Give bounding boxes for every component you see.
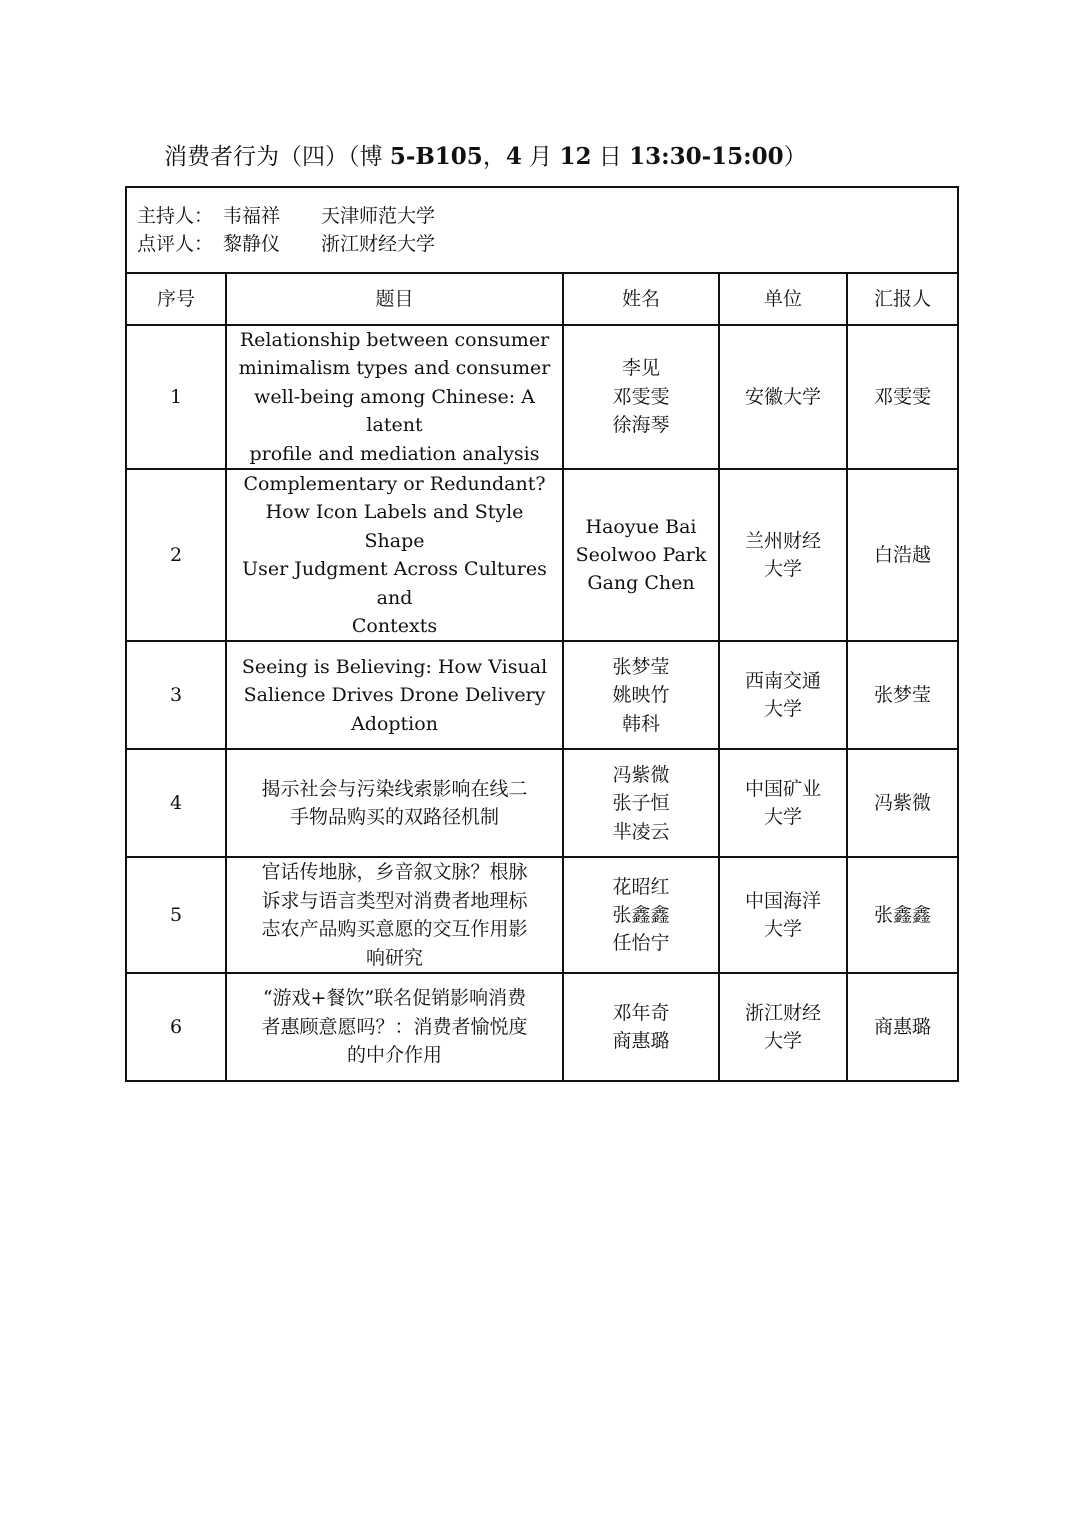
row-names bbox=[563, 641, 719, 749]
unit-line: 西南交通 bbox=[744, 670, 821, 693]
title-day-unit: 日 bbox=[591, 144, 630, 170]
author-name: 邓雯雯 bbox=[612, 385, 670, 408]
row-title bbox=[226, 469, 563, 641]
author-name: 邓年奇 bbox=[612, 1001, 670, 1024]
author-name: 徐海琴 bbox=[612, 414, 670, 437]
row-title bbox=[226, 857, 563, 973]
title-month: 4 bbox=[505, 143, 522, 170]
author-name: Seolwoo Park bbox=[575, 544, 707, 567]
host-cell bbox=[126, 187, 958, 273]
row-unit bbox=[719, 641, 847, 749]
row-title bbox=[226, 973, 563, 1081]
title-suffix: ） bbox=[783, 144, 807, 170]
row-presenter: 白浩越 bbox=[847, 469, 958, 641]
table-row bbox=[126, 749, 958, 857]
title-line: User Judgment Across Cultures and bbox=[242, 558, 547, 609]
row-unit bbox=[719, 469, 847, 641]
row-presenter: 张梦莹 bbox=[847, 641, 958, 749]
row-names bbox=[563, 325, 719, 469]
reviewer-line bbox=[137, 230, 947, 258]
author-name: 张梦莹 bbox=[612, 655, 670, 678]
title-line: Complementary or Redundant? bbox=[243, 473, 546, 496]
author-name: 李见 bbox=[621, 357, 660, 380]
host-line bbox=[137, 202, 947, 230]
title-line: minimalism types and consumer bbox=[238, 357, 551, 380]
author-name: 张鑫鑫 bbox=[612, 904, 670, 927]
unit-line: 大学 bbox=[763, 918, 802, 941]
row-title bbox=[226, 325, 563, 469]
row-presenter: 冯紫微 bbox=[847, 749, 958, 857]
author-name: 花昭红 bbox=[612, 875, 670, 898]
host-row bbox=[126, 187, 958, 273]
row-presenter: 商惠璐 bbox=[847, 973, 958, 1081]
row-no: 4 bbox=[126, 749, 226, 857]
title-line: 手物品购买的双路径机制 bbox=[289, 806, 499, 829]
row-unit bbox=[719, 325, 847, 469]
row-presenter: 张鑫鑫 bbox=[847, 857, 958, 973]
col-header-unit: 单位 bbox=[719, 273, 847, 325]
host-role-label: 主持人： bbox=[137, 205, 214, 227]
title-time: 13:30-15:00 bbox=[629, 143, 784, 170]
unit-line: 大学 bbox=[763, 558, 802, 581]
row-names bbox=[563, 973, 719, 1081]
title-sep: ， bbox=[482, 144, 506, 170]
row-title bbox=[226, 641, 563, 749]
title-line: “游戏+餐饮”联名促销影响消费 bbox=[262, 987, 527, 1010]
author-name: 韩科 bbox=[621, 712, 660, 735]
row-no: 1 bbox=[126, 325, 226, 469]
title-day: 12 bbox=[559, 143, 592, 170]
author-name: 芈凌云 bbox=[612, 820, 670, 843]
table-row bbox=[126, 325, 958, 469]
row-no: 3 bbox=[126, 641, 226, 749]
author-name: Haoyue Bai bbox=[585, 515, 697, 538]
title-line: profile and mediation analysis bbox=[249, 442, 540, 465]
host-name: 韦福祥 bbox=[223, 205, 281, 227]
title-room: 5-B105 bbox=[389, 143, 483, 170]
title-line: 揭示社会与污染线索影响在线二 bbox=[261, 778, 528, 801]
unit-line: 大学 bbox=[763, 806, 802, 829]
row-names bbox=[563, 857, 719, 973]
reviewer-role-label: 点评人： bbox=[137, 233, 214, 255]
unit-line: 大学 bbox=[763, 1030, 802, 1053]
header-row bbox=[126, 273, 958, 325]
row-names bbox=[563, 749, 719, 857]
reviewer-name: 黎静仪 bbox=[223, 233, 281, 255]
table-row bbox=[126, 469, 958, 641]
unit-line: 中国海洋 bbox=[744, 889, 821, 912]
title-line: well-being among Chinese: A latent bbox=[254, 385, 535, 437]
title-line: Relationship between consumer bbox=[239, 329, 550, 351]
title-line: 诉求与语言类型对消费者地理标 bbox=[261, 889, 528, 912]
unit-line: 安徽大学 bbox=[744, 385, 821, 408]
title-line: Contexts bbox=[351, 615, 438, 638]
author-name: 任怡宁 bbox=[612, 932, 670, 955]
author-name: 商惠璐 bbox=[612, 1030, 670, 1053]
col-header-title: 题目 bbox=[226, 273, 563, 325]
row-title bbox=[226, 749, 563, 857]
author-name: 冯紫微 bbox=[612, 763, 670, 786]
title-line: 者惠顾意愿吗？：消费者愉悦度 bbox=[261, 1015, 528, 1038]
title-line: 的中介作用 bbox=[346, 1044, 442, 1067]
row-unit bbox=[719, 857, 847, 973]
author-name: 姚映竹 bbox=[612, 684, 670, 707]
title-line: 响研究 bbox=[365, 946, 423, 969]
title-line: 官话传地脉，乡音叙文脉？根脉 bbox=[261, 861, 528, 884]
author-name: Gang Chen bbox=[587, 572, 695, 595]
col-header-presenter: 汇报人 bbox=[847, 273, 958, 325]
row-unit bbox=[719, 973, 847, 1081]
session-title bbox=[164, 138, 807, 176]
author-name: 张子恒 bbox=[612, 792, 670, 815]
title-prefix: 消费者行为（四）（博 bbox=[164, 144, 390, 170]
reviewer-affiliation: 浙江财经大学 bbox=[321, 233, 436, 255]
unit-line: 中国矿业 bbox=[744, 778, 821, 801]
col-header-no: 序号 bbox=[126, 273, 226, 325]
row-unit bbox=[719, 749, 847, 857]
title-line: Salience Drives Drone Delivery bbox=[243, 684, 546, 707]
host-affiliation: 天津师范大学 bbox=[321, 205, 436, 227]
row-presenter: 邓雯雯 bbox=[847, 325, 958, 469]
title-line: Seeing is Believing: How Visual bbox=[241, 655, 548, 678]
row-no: 5 bbox=[126, 857, 226, 973]
col-header-names: 姓名 bbox=[563, 273, 719, 325]
title-line: How Icon Labels and Style Shape bbox=[265, 501, 524, 552]
title-line: 志农产品购买意愿的交互作用影 bbox=[261, 918, 528, 941]
table-row bbox=[126, 641, 958, 749]
schedule-table bbox=[125, 186, 959, 1082]
row-names bbox=[563, 469, 719, 641]
unit-line: 大学 bbox=[763, 698, 802, 721]
title-month-unit: 月 bbox=[521, 144, 560, 170]
row-no: 6 bbox=[126, 973, 226, 1081]
unit-line: 兰州财经 bbox=[744, 529, 821, 552]
row-no: 2 bbox=[126, 469, 226, 641]
title-line: Adoption bbox=[351, 712, 438, 735]
table-row bbox=[126, 857, 958, 973]
table-row bbox=[126, 973, 958, 1081]
unit-line: 浙江财经 bbox=[744, 1001, 821, 1024]
